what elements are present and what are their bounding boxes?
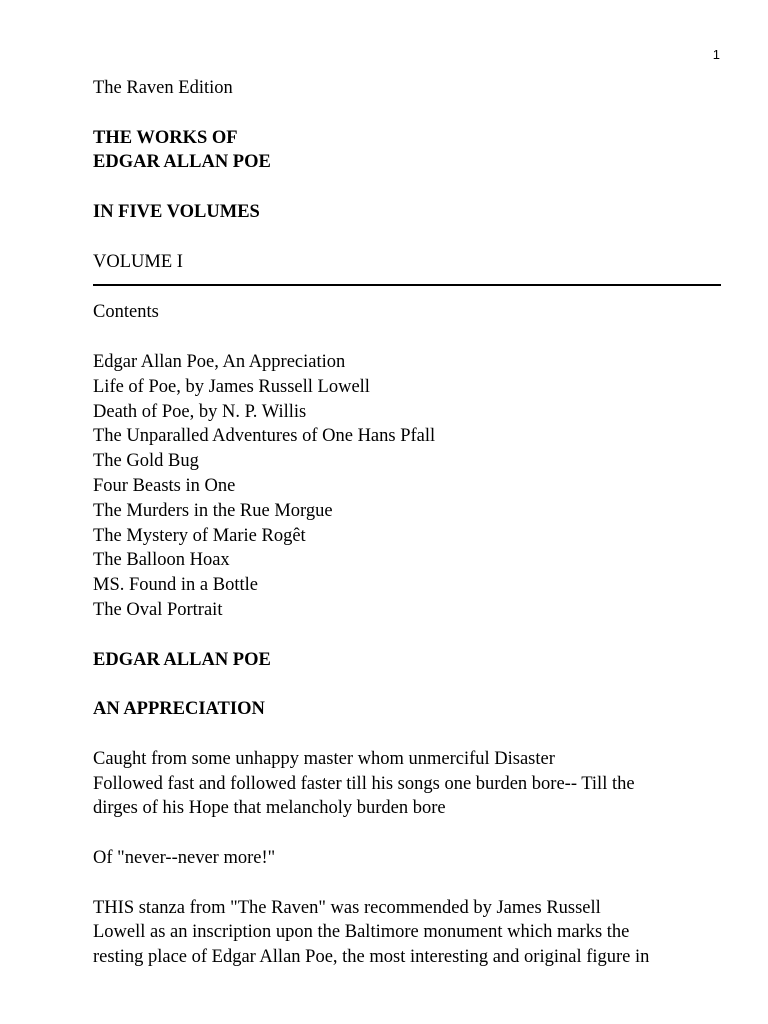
paragraph-line: THIS stanza from "The Raven" was recommended by James Russell [93,897,601,918]
contents-list [93,350,721,623]
title-line-1: THE WORKS OF [93,127,238,148]
contents-item: The Mystery of Marie Rogêt [93,525,306,546]
contents-item: Life of Poe, by James Russell Lowell [93,376,370,397]
refrain-line: Of "never--never more!" [93,847,276,868]
paragraph-line: resting place of Edgar Allan Poe, the most interesting and original figure in [93,947,650,968]
contents-item: MS. Found in a Bottle [93,575,258,596]
body-paragraph [93,896,721,970]
contents-heading: Contents [93,302,159,323]
volume-label: VOLUME I [93,251,183,272]
stanza-line: Caught from some unhappy master whom unmerciful Disaster [93,748,555,769]
section-subheading: AN APPRECIATION [93,699,265,720]
contents-item: The Unparalled Adventures of One Hans Pfall [93,426,436,447]
paragraph-line: Lowell as an inscription upon the Baltimore monument which marks the [93,922,630,943]
contents-item: The Balloon Hoax [93,550,230,571]
contents-item: The Murders in the Rue Morgue [93,500,333,521]
document-body [93,76,721,970]
horizontal-rule [93,284,721,286]
stanza-line: Followed fast and followed faster till his songs one burden bore-- Till the [93,773,635,794]
contents-item: The Oval Portrait [93,599,223,620]
section-heading: EDGAR ALLAN POE [93,649,271,670]
title-line-2: EDGAR ALLAN POE [93,152,271,173]
contents-item: The Gold Bug [93,451,199,472]
contents-item: Four Beasts in One [93,475,236,496]
contents-item: Death of Poe, by N. P. Willis [93,401,307,422]
page-number: 1 [712,47,720,62]
edition-label: The Raven Edition [93,78,233,98]
volumes-heading: IN FIVE VOLUMES [93,201,260,222]
stanza-line: dirges of his Hope that melancholy burden bore [93,798,446,819]
stanza [93,747,721,821]
contents-item: Edgar Allan Poe, An Appreciation [93,351,346,372]
